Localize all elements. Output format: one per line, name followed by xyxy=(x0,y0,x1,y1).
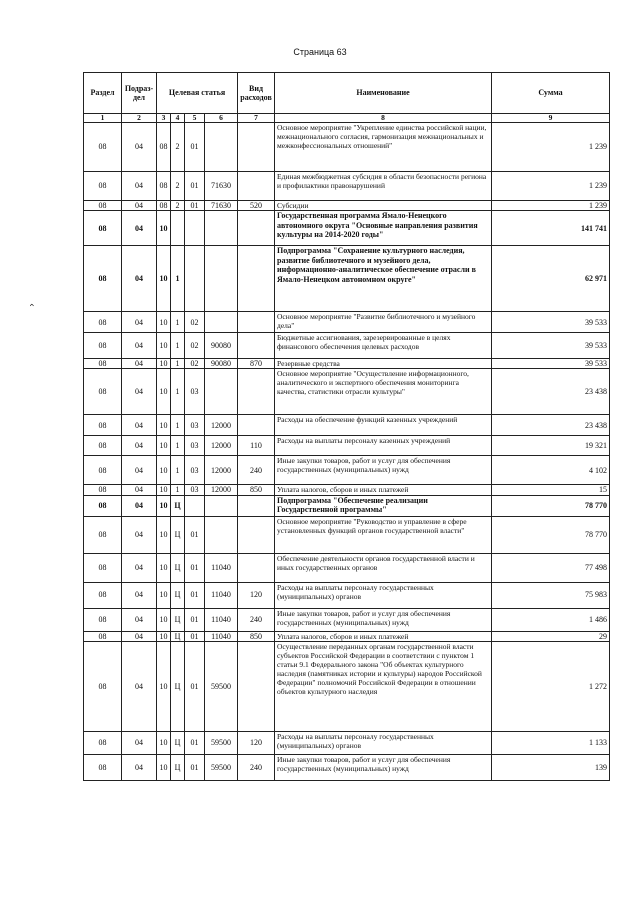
cell-program: 10 xyxy=(157,553,171,582)
cell-sum: 1 272 xyxy=(492,641,610,731)
cell-sum: 39 533 xyxy=(492,312,610,333)
cell-podrazdel: 04 xyxy=(122,369,157,415)
cell-event: 01 xyxy=(185,516,205,553)
cell-vid xyxy=(238,333,275,359)
cell-razdel: 08 xyxy=(84,582,122,608)
cell-vid: 520 xyxy=(238,201,275,211)
cell-razdel: 08 xyxy=(84,631,122,641)
budget-table xyxy=(83,72,610,781)
cell-sum: 15 xyxy=(492,485,610,495)
col-num: 6 xyxy=(205,114,238,123)
column-number-row xyxy=(84,114,610,123)
cell-direction: 59500 xyxy=(205,754,238,780)
cell-name: Основное мероприятие "Осуществление информационного, аналитического и экспертного обеспечения мониторинга качества, статистики отрасли культуры" xyxy=(275,369,492,415)
table-row xyxy=(84,211,610,246)
cell-program: 10 xyxy=(157,641,171,731)
cell-podrazdel: 04 xyxy=(122,201,157,211)
cell-razdel: 08 xyxy=(84,436,122,456)
cell-podrazdel: 04 xyxy=(122,582,157,608)
cell-subprogram: 2 xyxy=(171,123,185,172)
cell-vid xyxy=(238,369,275,415)
cell-podrazdel: 04 xyxy=(122,456,157,485)
table-row xyxy=(84,359,610,369)
cell-subprogram: 1 xyxy=(171,246,185,312)
cell-event xyxy=(185,211,205,246)
cell-podrazdel: 04 xyxy=(122,359,157,369)
cell-vid xyxy=(238,123,275,172)
cell-sum: 1 486 xyxy=(492,608,610,631)
header-celevaya-statya: Целевая статья xyxy=(157,73,238,114)
cell-podrazdel: 04 xyxy=(122,172,157,201)
col-num: 4 xyxy=(171,114,185,123)
cell-subprogram: Ц xyxy=(171,495,185,516)
cell-direction xyxy=(205,495,238,516)
cell-razdel: 08 xyxy=(84,123,122,172)
col-num: 9 xyxy=(492,114,610,123)
cell-sum: 141 741 xyxy=(492,211,610,246)
cell-podrazdel: 04 xyxy=(122,731,157,754)
cell-direction: 12000 xyxy=(205,436,238,456)
cell-sum: 1 133 xyxy=(492,731,610,754)
table-body xyxy=(84,123,610,781)
cell-razdel: 08 xyxy=(84,246,122,312)
cell-sum: 75 983 xyxy=(492,582,610,608)
cell-program: 10 xyxy=(157,211,171,246)
cell-program: 08 xyxy=(157,201,171,211)
cell-direction xyxy=(205,516,238,553)
cell-event: 01 xyxy=(185,631,205,641)
cell-vid xyxy=(238,415,275,436)
cell-sum: 139 xyxy=(492,754,610,780)
cell-subprogram: Ц xyxy=(171,731,185,754)
cell-event: 01 xyxy=(185,123,205,172)
cell-podrazdel: 04 xyxy=(122,312,157,333)
cell-sum: 1 239 xyxy=(492,172,610,201)
cell-direction xyxy=(205,312,238,333)
cell-program: 10 xyxy=(157,333,171,359)
cell-program: 10 xyxy=(157,415,171,436)
cell-vid: 120 xyxy=(238,731,275,754)
cell-subprogram: 1 xyxy=(171,369,185,415)
cell-program: 10 xyxy=(157,754,171,780)
cell-program: 10 xyxy=(157,495,171,516)
cell-razdel: 08 xyxy=(84,359,122,369)
cell-subprogram xyxy=(171,211,185,246)
cell-vid: 240 xyxy=(238,456,275,485)
cell-event: 03 xyxy=(185,369,205,415)
cell-event: 01 xyxy=(185,172,205,201)
cell-razdel: 08 xyxy=(84,312,122,333)
header-razdel: Раздел xyxy=(84,73,122,114)
cell-direction xyxy=(205,211,238,246)
cell-sum: 19 321 xyxy=(492,436,610,456)
cell-name: Резервные средства xyxy=(275,359,492,369)
cell-name: Обеспечение деятельности органов государственной власти и иных государственных органов xyxy=(275,553,492,582)
cell-name: Основное мероприятие "Укрепление единства российской нации, межнационального согласия, гармонизация межнациональных и межконфессиональных отношений" xyxy=(275,123,492,172)
cell-direction: 11040 xyxy=(205,631,238,641)
table-row xyxy=(84,369,610,415)
cell-event: 01 xyxy=(185,582,205,608)
cell-razdel: 08 xyxy=(84,754,122,780)
table-row xyxy=(84,456,610,485)
cell-subprogram: 2 xyxy=(171,172,185,201)
cell-podrazdel: 04 xyxy=(122,516,157,553)
col-num: 3 xyxy=(157,114,171,123)
cell-sum: 23 438 xyxy=(492,369,610,415)
cell-vid xyxy=(238,246,275,312)
cell-podrazdel: 04 xyxy=(122,754,157,780)
cell-podrazdel: 04 xyxy=(122,485,157,495)
table-row xyxy=(84,485,610,495)
cell-sum: 77 498 xyxy=(492,553,610,582)
table-row xyxy=(84,415,610,436)
col-num: 8 xyxy=(275,114,492,123)
cell-event: 01 xyxy=(185,201,205,211)
table-row xyxy=(84,631,610,641)
cell-subprogram: 1 xyxy=(171,456,185,485)
table-row xyxy=(84,436,610,456)
cell-vid xyxy=(238,312,275,333)
table-row xyxy=(84,582,610,608)
cell-event: 03 xyxy=(185,436,205,456)
cell-name: Расходы на выплаты персоналу государственных (муниципальных) органов xyxy=(275,731,492,754)
table-row xyxy=(84,731,610,754)
cell-program: 10 xyxy=(157,359,171,369)
cell-sum: 29 xyxy=(492,631,610,641)
cell-podrazdel: 04 xyxy=(122,123,157,172)
cell-razdel: 08 xyxy=(84,333,122,359)
cell-subprogram: 1 xyxy=(171,485,185,495)
header-podrazdel: Подраз-дел xyxy=(122,73,157,114)
cell-direction: 90080 xyxy=(205,333,238,359)
cell-program: 10 xyxy=(157,608,171,631)
cell-podrazdel: 04 xyxy=(122,211,157,246)
cell-subprogram: 1 xyxy=(171,359,185,369)
cell-direction: 59500 xyxy=(205,641,238,731)
table-row xyxy=(84,246,610,312)
cell-subprogram: 1 xyxy=(171,415,185,436)
cell-vid: 110 xyxy=(238,436,275,456)
cell-name: Иные закупки товаров, работ и услуг для обеспечения государственных (муниципальных) нужд xyxy=(275,456,492,485)
header-naimenovanie: Наименование xyxy=(275,73,492,114)
cell-sum: 78 770 xyxy=(492,495,610,516)
cell-name: Бюджетные ассигнования, зарезервированные в целях финансового обеспечения целевых расходов xyxy=(275,333,492,359)
cell-direction: 11040 xyxy=(205,582,238,608)
cell-razdel: 08 xyxy=(84,485,122,495)
cell-subprogram: Ц xyxy=(171,754,185,780)
table-row xyxy=(84,312,610,333)
cell-name: Иные закупки товаров, работ и услуг для обеспечения государственных (муниципальных) нужд xyxy=(275,754,492,780)
cell-subprogram: Ц xyxy=(171,553,185,582)
cell-name: Единая межбюджетная субсидия в области безопасности региона и профилактики правонарушений xyxy=(275,172,492,201)
cell-razdel: 08 xyxy=(84,201,122,211)
cell-vid: 240 xyxy=(238,754,275,780)
cell-vid xyxy=(238,641,275,731)
cell-sum: 39 533 xyxy=(492,359,610,369)
header-vid-rashodov: Вид расходов xyxy=(238,73,275,114)
cell-vid xyxy=(238,172,275,201)
cell-program: 10 xyxy=(157,731,171,754)
cell-program: 08 xyxy=(157,123,171,172)
cell-name: Подпрограмма "Обеспечение реализации Государственной программы" xyxy=(275,495,492,516)
cell-direction: 59500 xyxy=(205,731,238,754)
cell-sum: 23 438 xyxy=(492,415,610,436)
cell-name: Субсидии xyxy=(275,201,492,211)
header-summa: Сумма xyxy=(492,73,610,114)
cell-event: 02 xyxy=(185,312,205,333)
cell-program: 10 xyxy=(157,246,171,312)
cell-podrazdel: 04 xyxy=(122,641,157,731)
cell-vid xyxy=(238,516,275,553)
cell-subprogram: Ц xyxy=(171,516,185,553)
table-row xyxy=(84,516,610,553)
cell-vid xyxy=(238,553,275,582)
cell-name: Расходы на обеспечение функций казенных учреждений xyxy=(275,415,492,436)
cell-name: Иные закупки товаров, работ и услуг для обеспечения государственных (муниципальных) нужд xyxy=(275,608,492,631)
cell-subprogram: Ц xyxy=(171,641,185,731)
cell-name: Расходы на выплаты персоналу государственных (муниципальных) органов xyxy=(275,582,492,608)
cell-sum: 4 102 xyxy=(492,456,610,485)
cell-podrazdel: 04 xyxy=(122,608,157,631)
cell-podrazdel: 04 xyxy=(122,436,157,456)
cell-subprogram: 1 xyxy=(171,333,185,359)
cell-direction: 12000 xyxy=(205,456,238,485)
cell-vid: 850 xyxy=(238,485,275,495)
cell-razdel: 08 xyxy=(84,516,122,553)
cell-razdel: 08 xyxy=(84,553,122,582)
cell-subprogram: Ц xyxy=(171,631,185,641)
cell-podrazdel: 04 xyxy=(122,333,157,359)
cell-razdel: 08 xyxy=(84,415,122,436)
cell-vid: 850 xyxy=(238,631,275,641)
cell-name: Расходы на выплаты персоналу казенных учреждений xyxy=(275,436,492,456)
cell-razdel: 08 xyxy=(84,172,122,201)
cell-razdel: 08 xyxy=(84,731,122,754)
cell-event: 02 xyxy=(185,359,205,369)
cell-podrazdel: 04 xyxy=(122,631,157,641)
col-num: 1 xyxy=(84,114,122,123)
cell-subprogram: Ц xyxy=(171,608,185,631)
table-row xyxy=(84,754,610,780)
cell-vid xyxy=(238,495,275,516)
cell-name: Основное мероприятие "Руководство и управление в сфере установленных функций органов государственной власти" xyxy=(275,516,492,553)
cell-vid: 120 xyxy=(238,582,275,608)
cell-event: 01 xyxy=(185,608,205,631)
cell-program: 08 xyxy=(157,172,171,201)
cell-direction xyxy=(205,369,238,415)
table-row xyxy=(84,201,610,211)
cell-direction: 90080 xyxy=(205,359,238,369)
cell-razdel: 08 xyxy=(84,641,122,731)
cell-direction: 12000 xyxy=(205,415,238,436)
table-row xyxy=(84,123,610,172)
cell-event: 03 xyxy=(185,485,205,495)
cell-vid xyxy=(238,211,275,246)
cell-direction: 71630 xyxy=(205,201,238,211)
page-number: Страница 63 xyxy=(293,47,347,57)
cell-podrazdel: 04 xyxy=(122,553,157,582)
cell-sum: 78 770 xyxy=(492,516,610,553)
table-row xyxy=(84,641,610,731)
cell-program: 10 xyxy=(157,631,171,641)
cell-sum: 1 239 xyxy=(492,123,610,172)
cell-podrazdel: 04 xyxy=(122,246,157,312)
cell-event: 01 xyxy=(185,754,205,780)
cell-event: 03 xyxy=(185,415,205,436)
cell-name: Уплата налогов, сборов и иных платежей xyxy=(275,631,492,641)
cell-sum: 1 239 xyxy=(492,201,610,211)
table-row xyxy=(84,608,610,631)
table-row xyxy=(84,495,610,516)
cell-direction: 12000 xyxy=(205,485,238,495)
cell-subprogram: 1 xyxy=(171,312,185,333)
cell-subprogram: 1 xyxy=(171,436,185,456)
cell-razdel: 08 xyxy=(84,456,122,485)
cell-podrazdel: 04 xyxy=(122,415,157,436)
cell-direction: 11040 xyxy=(205,553,238,582)
cell-sum: 39 533 xyxy=(492,333,610,359)
cell-razdel: 08 xyxy=(84,369,122,415)
cell-podrazdel: 04 xyxy=(122,495,157,516)
cell-vid: 240 xyxy=(238,608,275,631)
cell-razdel: 08 xyxy=(84,608,122,631)
cell-event: 01 xyxy=(185,641,205,731)
table-row xyxy=(84,333,610,359)
cell-program: 10 xyxy=(157,516,171,553)
cell-event xyxy=(185,246,205,312)
cell-program: 10 xyxy=(157,456,171,485)
cell-sum: 62 971 xyxy=(492,246,610,312)
cell-program: 10 xyxy=(157,582,171,608)
table-row xyxy=(84,553,610,582)
cell-event: 01 xyxy=(185,731,205,754)
cell-program: 10 xyxy=(157,485,171,495)
cell-name: Основное мероприятие "Развитие библиотечного и музейного дела" xyxy=(275,312,492,333)
cell-name: Подпрограмма "Сохранение культурного наследия, развитие библиотечного и музейного дела, информационно-аналитическое обеспечение отрасли в Ямало-Ненецком автономном округе" xyxy=(275,246,492,312)
cell-event xyxy=(185,495,205,516)
col-num: 7 xyxy=(238,114,275,123)
cell-event: 02 xyxy=(185,333,205,359)
cell-event: 01 xyxy=(185,553,205,582)
cell-subprogram: Ц xyxy=(171,582,185,608)
col-num: 5 xyxy=(185,114,205,123)
cell-name: Уплата налогов, сборов и иных платежей xyxy=(275,485,492,495)
cell-direction xyxy=(205,246,238,312)
cell-vid: 870 xyxy=(238,359,275,369)
cell-name: Осуществление переданных органам государственной власти субъектов Российской Федерации в соответствии с пунктом 1 статьи 9.1 Федерального закона "Об объектах культурного наследия (памятниках истории и культуры) народов Российской Федерации" полномочий Российской Федерации в отношении объектов культурного наследия xyxy=(275,641,492,731)
col-num: 2 xyxy=(122,114,157,123)
cell-name: Государственная программа Ямало-Ненецкого автономного округа "Основные направления развития культуры на 2014-2020 годы" xyxy=(275,211,492,246)
cell-direction: 11040 xyxy=(205,608,238,631)
margin-mark: ‹ xyxy=(27,303,38,307)
cell-razdel: 08 xyxy=(84,211,122,246)
cell-direction xyxy=(205,123,238,172)
cell-program: 10 xyxy=(157,312,171,333)
cell-direction: 71630 xyxy=(205,172,238,201)
cell-program: 10 xyxy=(157,436,171,456)
cell-event: 03 xyxy=(185,456,205,485)
cell-subprogram: 2 xyxy=(171,201,185,211)
cell-program: 10 xyxy=(157,369,171,415)
cell-razdel: 08 xyxy=(84,495,122,516)
table-row xyxy=(84,172,610,201)
